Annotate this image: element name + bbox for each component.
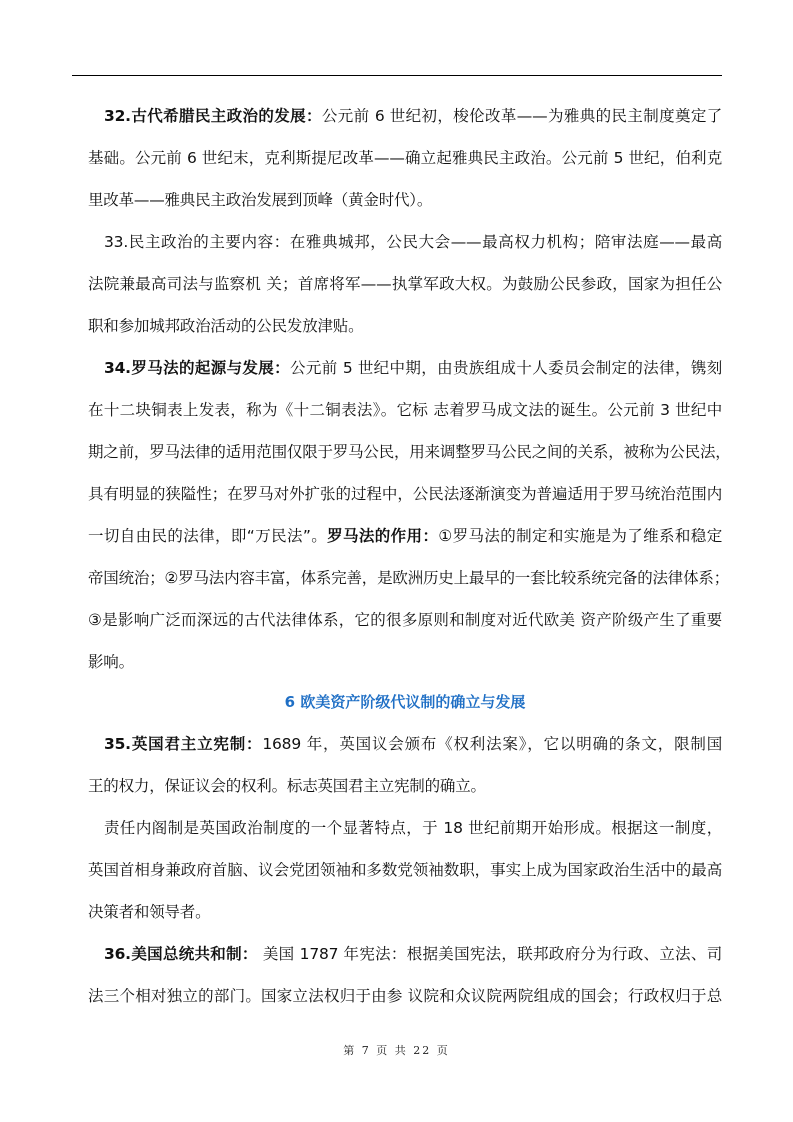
text-run: 里改革——雅典民主政治发展到顶峰（黄金时代）。 <box>88 191 433 209</box>
text-run: 基础。公元前 6 世纪末，克利斯提尼改革——确立起雅典民主政治。公元前 5 世纪，伯利克 <box>88 149 722 167</box>
text-run: ①罗马法的制定和实施是为了维系和稳定 <box>438 527 722 545</box>
text-run: 影响。 <box>88 653 134 671</box>
text-line <box>104 104 722 128</box>
header-rule <box>72 75 722 76</box>
text-line <box>88 858 722 882</box>
bold-term: 36.美国总统共和制： <box>104 945 258 963</box>
bold-term: 35.英国君主立宪制： <box>104 735 263 753</box>
bold-term: 罗马法的作用： <box>327 527 439 545</box>
text-run: 1689 年，英国议会颁布《权利法案》，它以明确的条文，限制国 <box>262 735 722 753</box>
text-run: ③是影响广泛而深远的古代法律体系，它的很多原则和制度对近代欧美 资产阶级产生了重要 <box>88 611 722 629</box>
text-line <box>104 942 722 966</box>
text-run: 决策者和领导者。 <box>88 903 211 921</box>
text-line <box>88 398 722 422</box>
text-run: 法三个相对独立的部门。国家立法权归于由参 议院和众议院两院组成的国会；行政权归于总 <box>88 987 722 1005</box>
text-line <box>88 440 731 464</box>
text-line <box>88 524 722 548</box>
text-run: 一切自由民的法律，即“万民法”。 <box>88 527 328 545</box>
text-line <box>88 774 722 798</box>
text-run: 责任内阁制是英国政治制度的一个显著特点，于 18 世纪前期开始形成。根据这一制度， <box>104 819 722 837</box>
text-line <box>88 272 722 296</box>
text-run: 具有明显的狭隘性；在罗马对外扩张的过程中，公民法逐渐演变为普遍适用于罗马统治范围内 <box>88 485 722 503</box>
text-line <box>88 608 722 632</box>
text-run: 期之前，罗马法律的适用范围仅限于罗马公民，用来调整罗马公民之间的关系，被称为公民法， <box>88 443 731 461</box>
text-line <box>88 482 722 506</box>
text-line <box>104 732 722 756</box>
text-run: 王的权力，保证议会的权利。标志英国君主立宪制的确立。 <box>88 777 486 795</box>
text-line <box>104 230 722 254</box>
text-line <box>88 650 722 674</box>
section-heading: 6 欧美资产阶级代议制的确立与发展 <box>284 693 526 711</box>
text-line <box>88 900 722 924</box>
text-line <box>88 188 722 212</box>
text-run: 职和参加城邦政治活动的公民发放津贴。 <box>88 317 364 335</box>
text-run: 33.民主政治的主要内容：在雅典城邦，公民大会——最高权力机构；陪审法庭——最高 <box>104 233 722 251</box>
text-line <box>88 984 722 1008</box>
text-run: 法院兼最高司法与监察机 关；首席将军——执掌军政大权。为鼓励公民参政，国家为担任公 <box>88 275 722 293</box>
text-line <box>88 314 722 338</box>
text-line <box>104 816 722 840</box>
text-run: 英国首相身兼政府首脑、议会党团领袖和多数党领袖数职，事实上成为国家政治生活中的最高 <box>88 861 722 879</box>
text-run: 公元前 6 世纪初，梭伦改革——为雅典的民主制度奠定了 <box>321 107 722 125</box>
text-line <box>88 146 722 170</box>
text-run: 在十二块铜表上发表，称为《十二铜表法》。它标 志着罗马成文法的诞生。公元前 3 世纪中 <box>88 401 722 419</box>
text-line <box>104 356 722 380</box>
page-footer: 第 7 页 共 22 页 <box>343 1044 450 1057</box>
text-line <box>88 566 729 590</box>
bold-term: 34.罗马法的起源与发展： <box>104 359 291 377</box>
text-run: 帝国统治；②罗马法内容丰富，体系完善，是欧洲历史上最早的一套比较系统完备的法律体系； <box>88 569 729 587</box>
bold-term: 32.古代希腊民主政治的发展： <box>104 107 322 125</box>
text-run: 美国 1787 年宪法：根据美国宪法，联邦政府分为行政、立法、司 <box>257 945 722 963</box>
text-run: 公元前 5 世纪中期，由贵族组成十人委员会制定的法律，镌刻 <box>290 359 723 377</box>
